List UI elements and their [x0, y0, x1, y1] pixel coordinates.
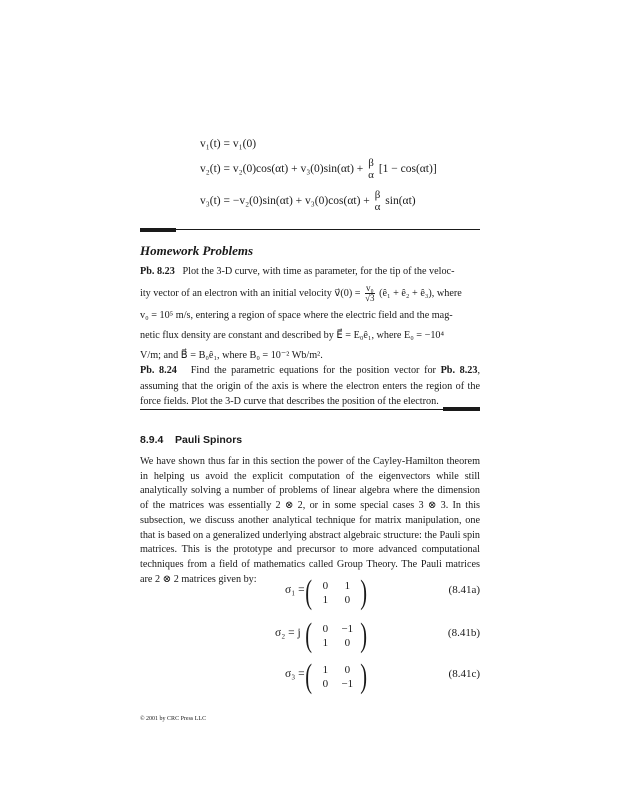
fraction-numerator: β: [374, 189, 381, 201]
left-paren: (: [305, 617, 313, 654]
section-number: 8.9.4: [140, 434, 164, 446]
problem-8-23-line4: netic flux density are constant and described by E⃗ = E₀ê₁, where E₀ = −10⁴: [140, 330, 445, 341]
fraction-denominator: α: [368, 168, 374, 181]
matrix-cell: 0: [344, 664, 351, 676]
sigma3-matrix: [303, 660, 370, 694]
problem-8-23-label: Pb. 8.23: [140, 266, 175, 277]
section-heading: [140, 434, 242, 446]
matrix-cell: 0: [322, 678, 329, 690]
problem-8-23-line3: v₀ = 10⁵ m/s, entering a region of space where the electric field and the mag-: [140, 310, 453, 321]
equation-number: (8.41a): [448, 584, 480, 596]
right-paren: ): [360, 658, 368, 695]
matrix-cell: 0: [344, 594, 351, 606]
matrix-sigma3: [140, 660, 480, 694]
problem-8-24-label: Pb. 8.24: [140, 365, 177, 376]
sigma2-matrix: [303, 619, 370, 653]
equation-v3-text: v₃(t) = −v₂(0)sin(αt) + v₃(0)cos(αt) +: [200, 195, 370, 208]
sigma3-grid: [314, 664, 358, 690]
homework-rule-thin-bottom: [140, 409, 480, 410]
matrix-sigma1: [140, 576, 480, 610]
equation-v1: [200, 138, 256, 150]
matrix-cell: 1: [322, 594, 329, 606]
fraction-numerator: β: [368, 157, 374, 169]
problem-8-24: [140, 363, 480, 410]
sigma1-lhs: σ₁ =: [285, 584, 305, 596]
sigma1-matrix: [303, 576, 370, 610]
sigma1-grid: [314, 580, 358, 606]
matrix-cell: 0: [344, 637, 351, 649]
copyright-footer: © 2001 by CRC Press LLC: [140, 716, 207, 722]
problem-8-23-line1-text: Plot the 3-D curve, with time as parameter, for the tip of the veloc-: [182, 266, 455, 277]
sigma2-grid: [314, 623, 358, 649]
matrix-cell: 0: [322, 623, 329, 635]
left-paren: (: [305, 658, 313, 695]
equation-v2: [200, 158, 437, 181]
velocity-fraction: [365, 284, 374, 303]
homework-title: Homework Problems: [140, 243, 254, 258]
equation-number: (8.41b): [447, 627, 480, 639]
problem-8-24-text2: , assuming that the origin of the axis is where the electron enters the region of the force fields. Plot the 3-D curve that describes the position of the electron.: [140, 365, 481, 408]
matrix-cell: 0: [322, 580, 329, 592]
matrix-cell: −1: [341, 678, 354, 690]
left-paren: (: [305, 574, 313, 611]
problem-8-23: [140, 262, 480, 366]
equation-v3: [200, 190, 416, 213]
problem-8-23-line2: [140, 282, 480, 306]
equation-v3-fraction: [375, 190, 381, 213]
problem-8-24-ref: Pb. 8.23: [440, 365, 478, 376]
equation-v3-tail: sin(αt): [385, 195, 416, 208]
matrix-cell: 1: [344, 580, 351, 592]
equation-v2-fraction: [368, 158, 374, 181]
problem-8-24-text1: Find the parametric equations for the position vector for: [190, 365, 436, 376]
fraction-denominator: α: [374, 200, 381, 213]
equation-v2-text: v₂(t) = v₂(0)cos(αt) + v₃(0)sin(αt) +: [200, 163, 364, 176]
right-paren: ): [360, 574, 368, 611]
problem-8-23-line2a: ity vector of an electron with an initial velocity v⃗(0) =: [140, 288, 361, 299]
problem-8-23-line1: [140, 262, 480, 282]
sigma2-lhs: σ₂ = j: [275, 627, 301, 639]
matrix-cell: 1: [322, 664, 329, 676]
right-paren: ): [360, 617, 368, 654]
matrix-cell: −1: [341, 623, 354, 635]
homework-rule-thin-top: [140, 229, 480, 230]
equation-v2-tail: [1 − cos(αt)]: [378, 163, 437, 176]
section-body: We have shown thus far in this section the power of the Cayley-Hamilton theorem in helping us avoid the explicit computation of the eigenvectors while still analytically solving a number of problems of linear algebra where the dimension of the matrices was essentially 2 ⊗ 2, or in some special cases 3 ⊗ 3. In this subsection, we discuss another analytical technique for matrix manipulation, one that is based on a generalized underlying abstract algebraic structure: the Pauli spin matrices. This is the prototype and precursor to more advanced computational techniques from a field of mathematics called Group Theory. The Pauli matrices are 2 ⊗ 2 matrices given by:: [140, 456, 480, 585]
sigma3-lhs: σ₃ =: [285, 668, 305, 680]
problem-8-23-line2b: (ê₁ + ê₂ + ê₃), where: [379, 288, 462, 299]
problem-8-23-line5: V/m; and B⃗ = B₀ê₁, where B₀ = 10⁻² Wb/m².: [140, 350, 323, 361]
equation-number: (8.41c): [448, 668, 480, 680]
velocity-fraction-numerator: v₀: [366, 283, 374, 294]
section-title: Pauli Spinors: [175, 434, 243, 446]
matrix-cell: 1: [322, 637, 329, 649]
velocity-fraction-denominator: √3: [365, 293, 375, 304]
equation-v1-text: v₁(t) = v₁(0): [200, 138, 257, 150]
matrix-sigma2: [140, 619, 480, 653]
homework-rule-thick-right: [443, 407, 480, 411]
